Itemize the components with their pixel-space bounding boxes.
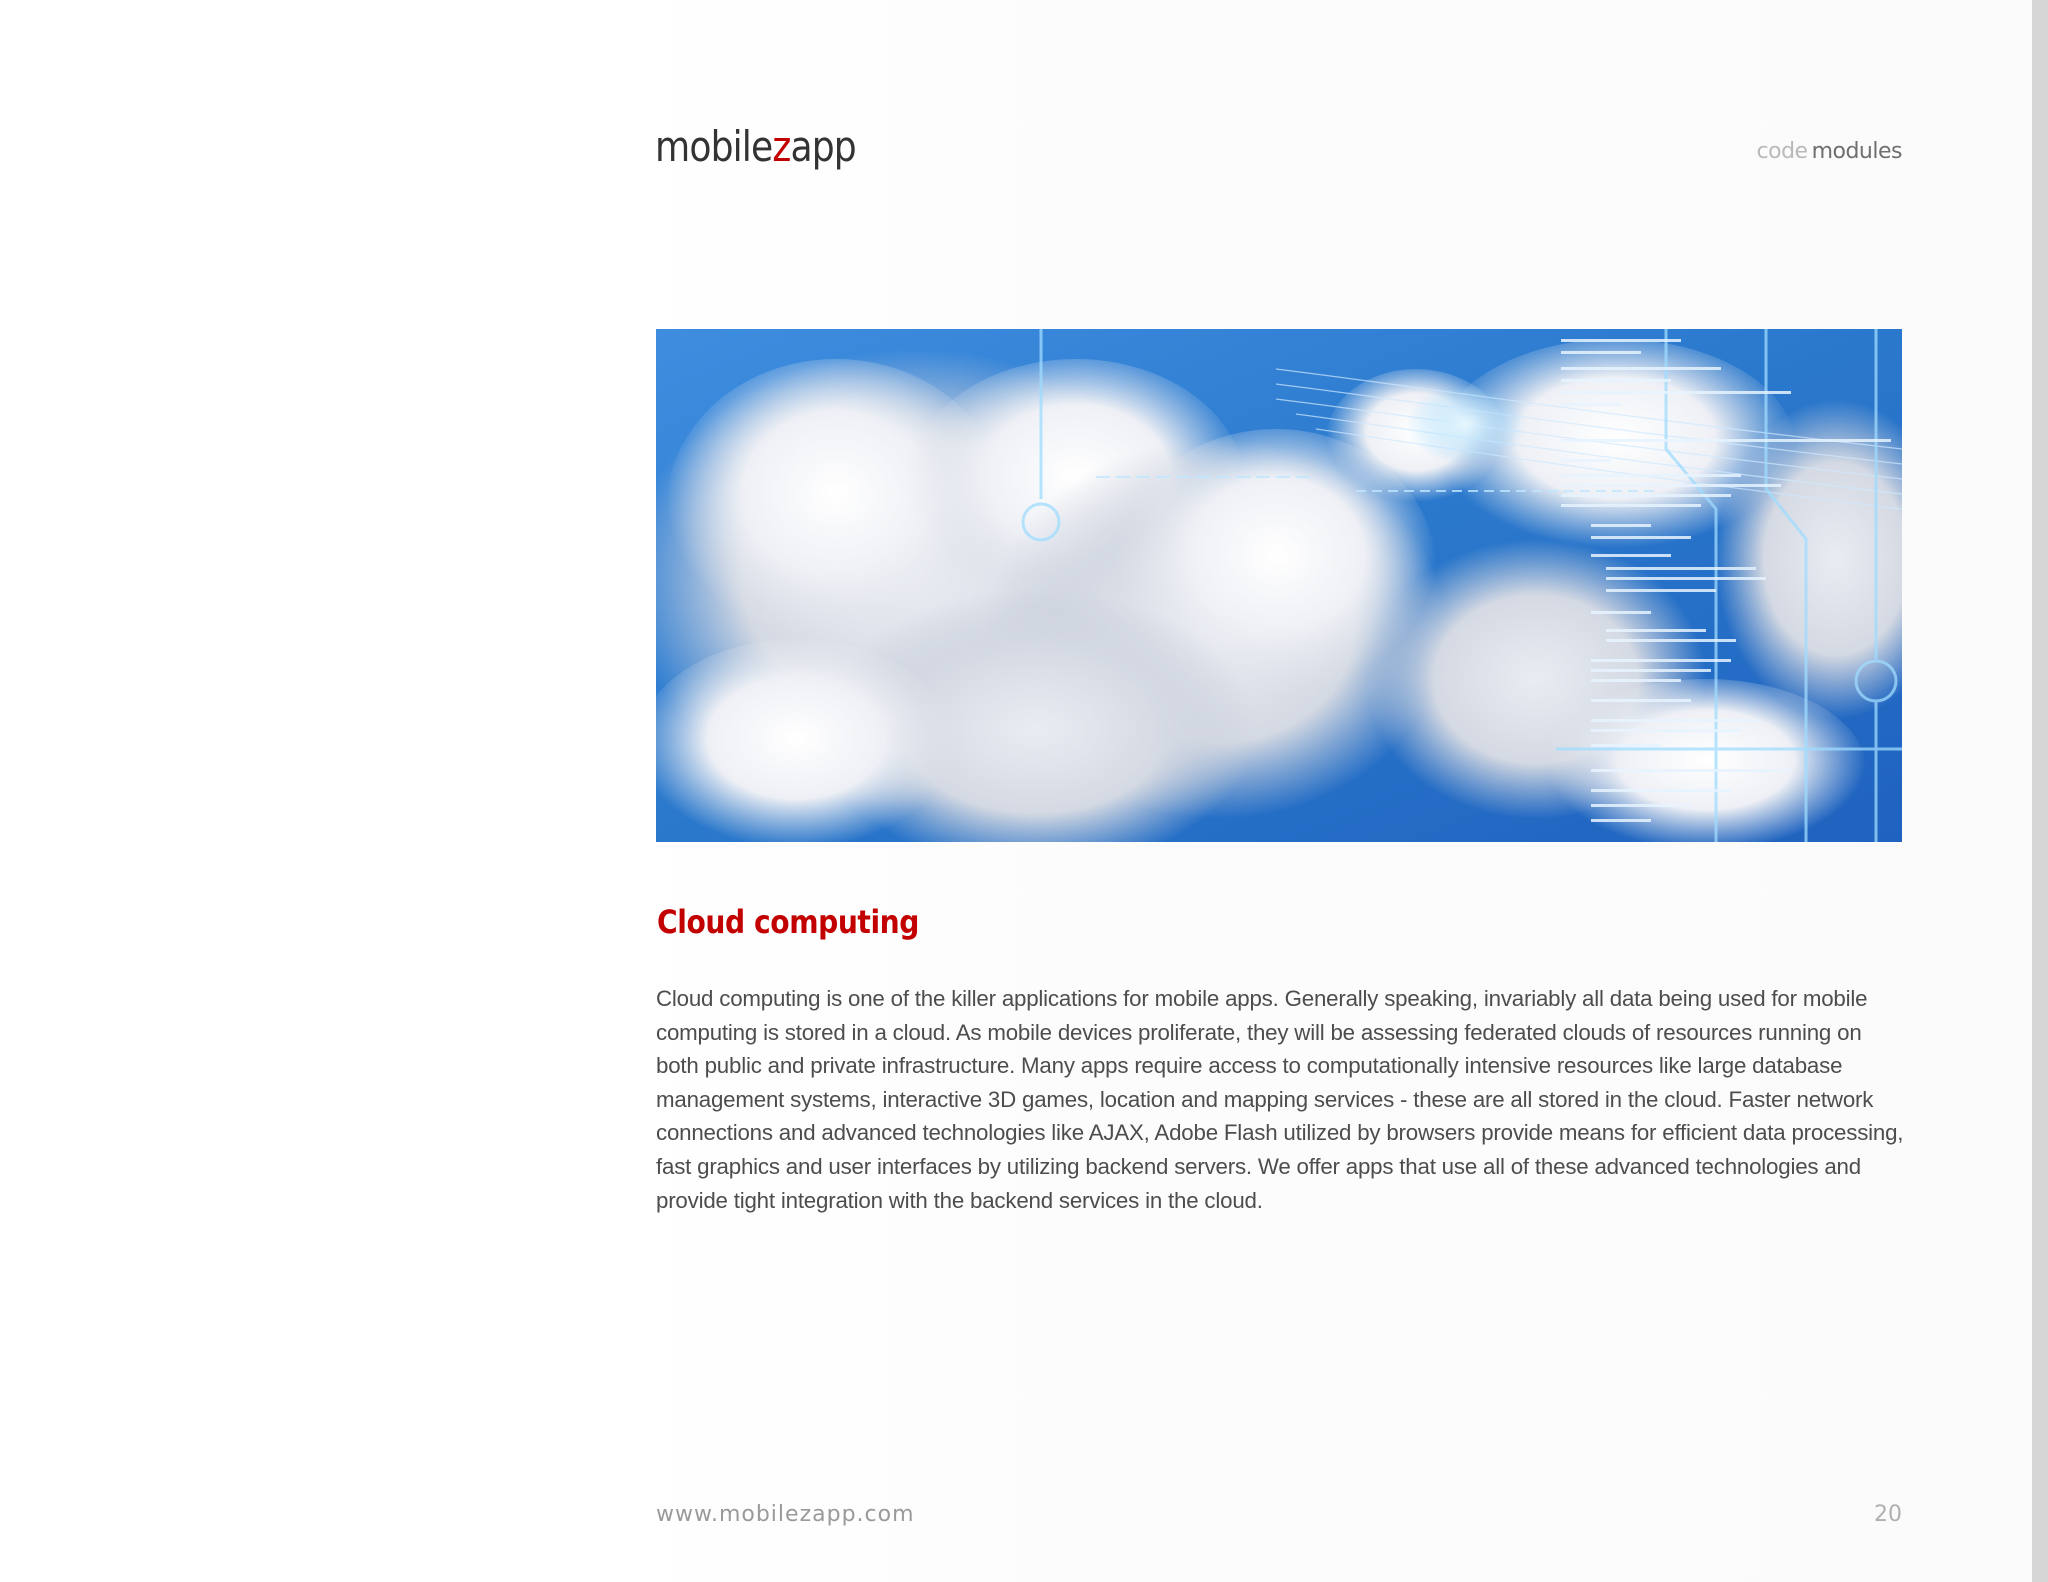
section-tag-dark: modules (1811, 139, 1902, 164)
logo-accent: z (772, 122, 791, 171)
scrollbar[interactable] (2032, 0, 2048, 1582)
page-number: 20 (1874, 1502, 1902, 1527)
logo-suffix: app (790, 122, 856, 171)
article-body: Cloud computing is one of the killer applications for mobile apps. Generally speaking, invariably all data being used for mobile computing is stored in a cloud. As mobile devices proliferate, they will be assessing federated clouds of resources running on both public and private infrastructure. Many apps require access to computationally intensive resources like large database management systems, interactive 3D games, location and mapping services - these are all stored in the cloud. Faster network connections and advanced technologies like AJAX, Adobe Flash utilized by browsers provide means for efficient data processing, fast graphics and user interfaces by utilizing backend servers. We offer apps that use all of these advanced technologies and provide tight integration with the backend services in the cloud. (656, 986, 1904, 1213)
logo (655, 122, 856, 171)
footer-url[interactable]: www.mobilezapp.com (656, 1502, 915, 1527)
article-title: Cloud computing (657, 903, 919, 941)
logo-prefix: mobile (655, 122, 773, 171)
section-tag (1757, 139, 1902, 164)
hero-image (656, 329, 1902, 842)
cloud-circuit-illustration (656, 329, 1902, 842)
section-tag-light: code (1756, 139, 1808, 164)
